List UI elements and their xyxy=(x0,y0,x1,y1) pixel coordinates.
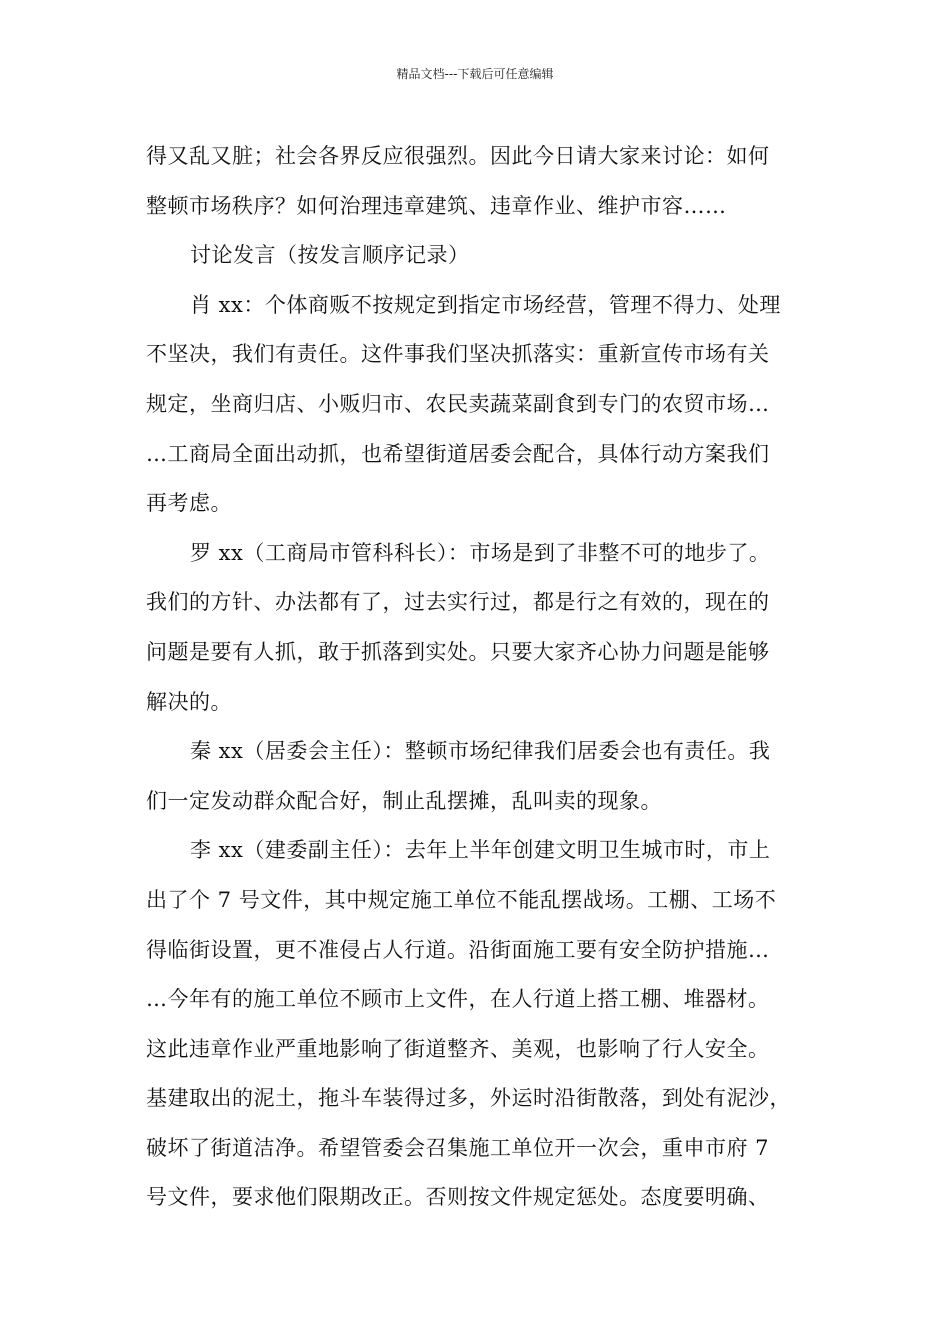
page-header: 精品文档---下载后可任意编辑 xyxy=(396,67,554,81)
document-body xyxy=(146,132,808,1223)
text-line: 们一定发动群众配合好，制止乱摆摊，乱叫卖的现象。 xyxy=(146,788,662,813)
text-line: 这此违章作业严重地影响了街道整齐、美观，也影响了行人安全。 xyxy=(146,1036,770,1061)
speaker-line-li: 李 xx（建委副主任）：去年上半年创建文明卫生城市时，市上 xyxy=(190,838,771,863)
text-line: 整顿市场秩序？如何治理违章建筑、违章作业、维护市容…… xyxy=(146,193,727,218)
text-line: 问题是要有人抓，敢于抓落到实处。只要大家齐心协力问题是能够 xyxy=(146,639,770,664)
text-line: 再考虑。 xyxy=(146,491,232,516)
text-line: 破坏了街道洁净。希望管委会召集施工单位开一次会，重申市府 7 xyxy=(146,1135,770,1160)
text-line: …今年有的施工单位不顾市上文件，在人行道上搭工棚、堆器材。 xyxy=(146,987,770,1012)
text-line: 解决的。 xyxy=(146,689,232,714)
speaker-line-qin: 秦 xx（居委会主任）：整顿市场纪律我们居委会也有责任。我 xyxy=(190,739,771,764)
text-line: 规定，坐商归店、小贩归市、农民卖蔬菜副食到专门的农贸市场… xyxy=(146,391,770,416)
text-line: 不坚决，我们有责任。这件事我们坚决抓落实：重新宣传市场有关 xyxy=(146,342,770,367)
speaker-line-xiao: 肖 xx：个体商贩不按规定到指定市场经营，管理不得力、处理 xyxy=(190,292,781,317)
text-line: 基建取出的泥土，拖斗车装得过多，外运时沿街散落，到处有泥沙， xyxy=(146,1086,791,1111)
text-line: 得又乱又脏；社会各界反应很强烈。因此今日请大家来讨论：如何 xyxy=(146,144,770,168)
text-line: 得临街设置，更不准侵占人行道。沿街面施工要有安全防护措施… xyxy=(146,937,770,962)
section-heading: 讨论发言（按发言顺序记录） xyxy=(190,243,470,268)
text-line: 号文件，要求他们限期改正。否则按文件规定惩处。态度要明确、 xyxy=(146,1185,770,1210)
speaker-line-luo: 罗 xx（工商局市管科科长）：市场是到了非整不可的地步了。 xyxy=(190,540,771,565)
text-line: 我们的方针、办法都有了，过去实行过，都是行之有效的，现在的 xyxy=(146,590,770,615)
text-line: …工商局全面出动抓，也希望街道居委会配合，具体行动方案我们 xyxy=(146,441,770,466)
text-line: 出了个 7 号文件，其中规定施工单位不能乱摆战场。工棚、工场不 xyxy=(146,887,777,912)
